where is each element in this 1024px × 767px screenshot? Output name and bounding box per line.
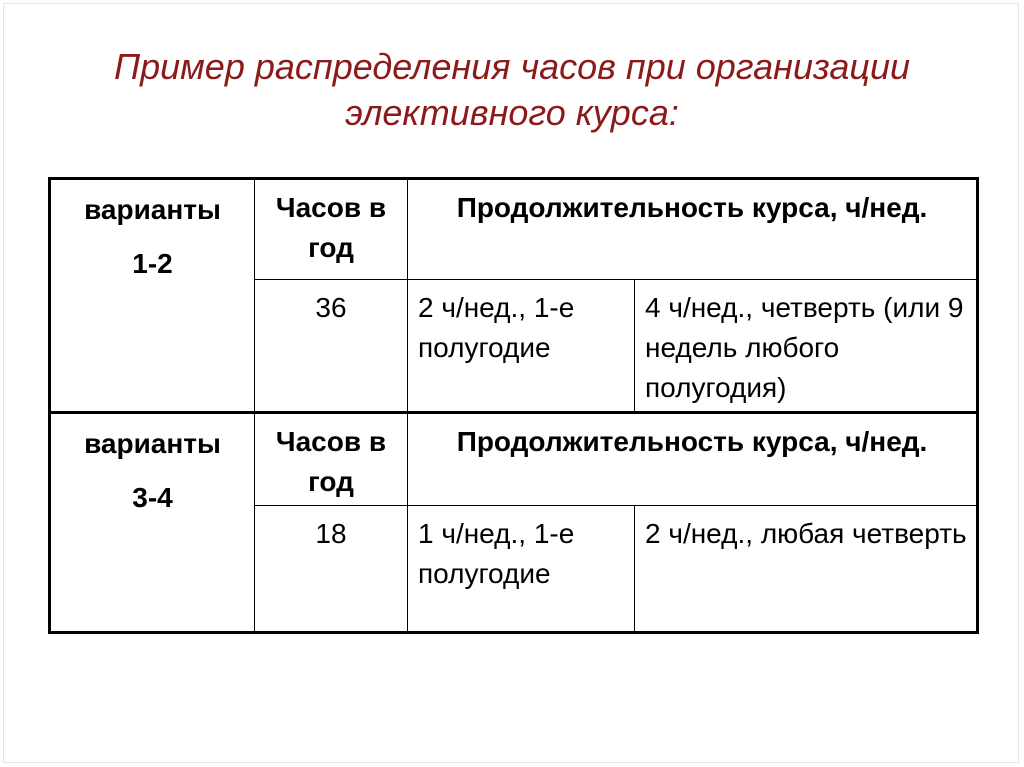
variant-cell	[50, 413, 255, 633]
duration-header: Продолжительность курса, ч/нед.	[408, 413, 978, 506]
slide-title	[0, 44, 1024, 136]
title-line-2: элективного курса:	[345, 92, 679, 133]
table-row	[50, 179, 978, 280]
hours-header: Часов в год	[255, 179, 408, 280]
variant-cell	[50, 179, 255, 413]
duration-option-a: 1 ч/нед., 1-е полугодие	[408, 506, 635, 633]
title-line-1: Пример распределения часов при организации	[113, 46, 910, 87]
variant-label: варианты	[84, 428, 221, 459]
variant-label: варианты	[84, 194, 221, 225]
duration-option-a: 2 ч/нед., 1-е полугодие	[408, 280, 635, 413]
table-row	[50, 413, 978, 506]
duration-header: Продолжительность курса, ч/нед.	[408, 179, 978, 280]
variant-number: 1-2	[132, 248, 173, 279]
hours-value: 18	[255, 506, 408, 633]
hours-header: Часов в год	[255, 413, 408, 506]
hours-value: 36	[255, 280, 408, 413]
hours-distribution-table	[48, 177, 979, 634]
variant-number: 3-4	[132, 482, 173, 513]
duration-option-b: 4 ч/нед., четверть (или 9 недель любого полугодия)	[635, 280, 978, 413]
duration-option-b: 2 ч/нед., любая четверть	[635, 506, 978, 633]
